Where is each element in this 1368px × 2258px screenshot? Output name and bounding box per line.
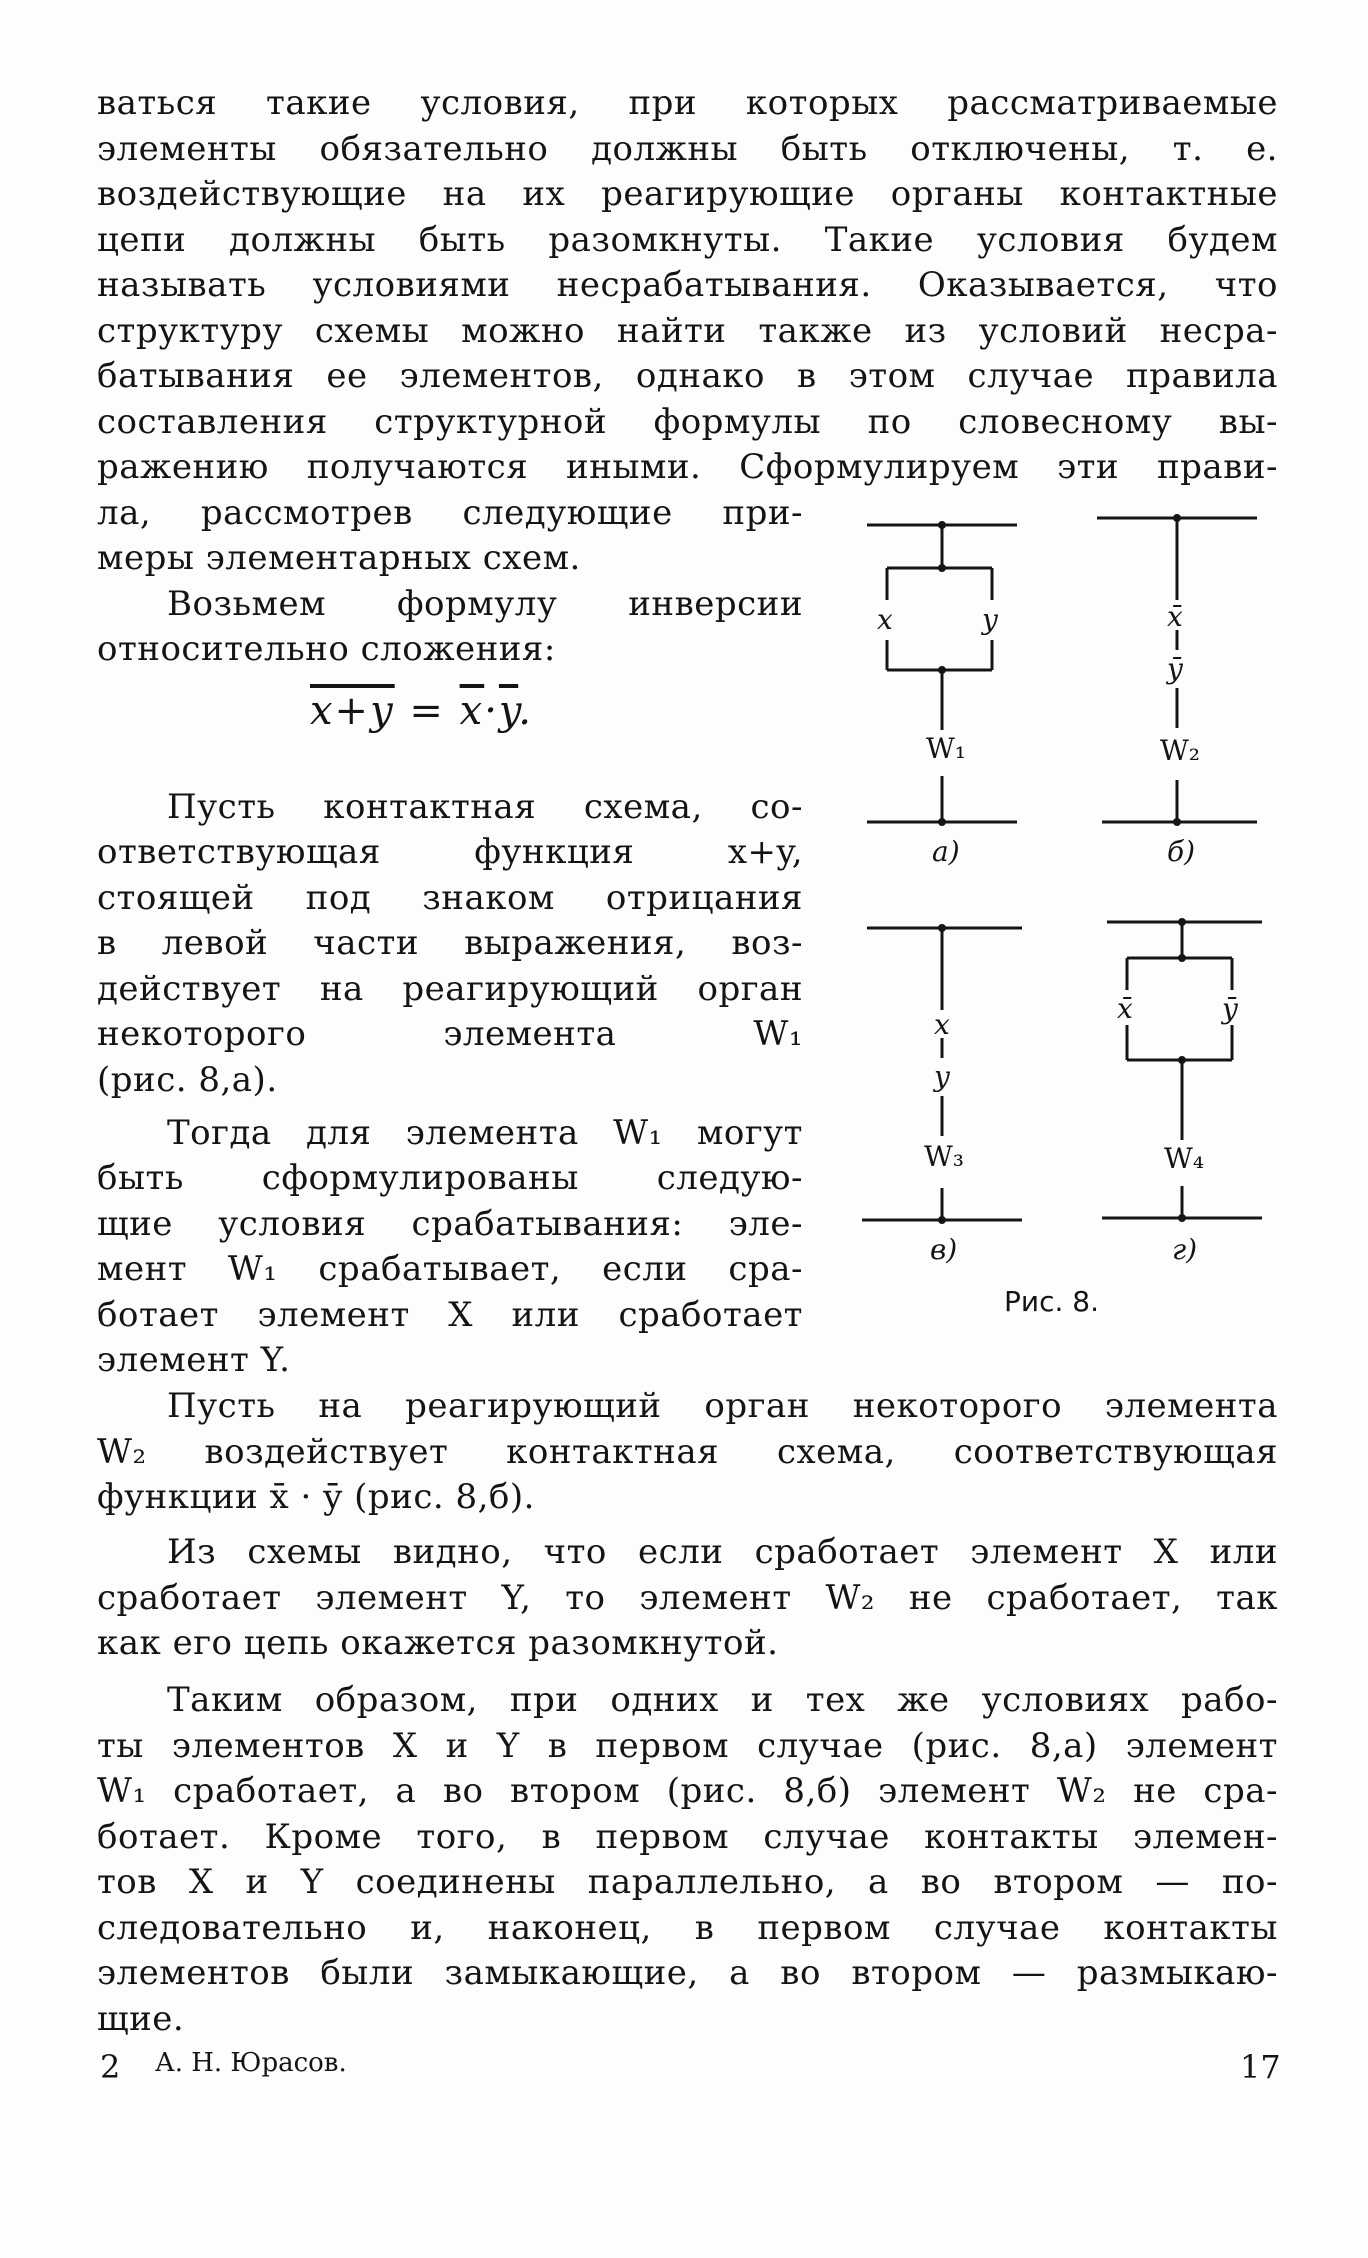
- contact-xbar-label: x̄: [1117, 992, 1133, 1025]
- text-line: ботает элемент X или сработает: [97, 1295, 803, 1335]
- element-w3-label: W₃: [924, 1140, 965, 1173]
- text-line: воздействующие на их реагирующие органы контактные: [97, 174, 1278, 214]
- text-line: W₂ воздействует контактная схема, соответствующая: [97, 1432, 1278, 1472]
- contact-ybar-label: ȳ: [1167, 652, 1183, 685]
- element-w1-label: W₁: [926, 732, 967, 765]
- contact-x-label: x: [934, 1008, 950, 1041]
- text-line: относительно сложения:: [97, 629, 556, 669]
- text-line: составления структурной формулы по словесному вы-: [97, 402, 1278, 442]
- text-line: мент W₁ срабатывает, если сра-: [97, 1249, 803, 1289]
- figure-a-label: а): [932, 835, 960, 868]
- formula-lhs: x+y: [310, 688, 395, 734]
- contact-y-label: y: [934, 1060, 950, 1093]
- figure-d-label: г): [1172, 1233, 1198, 1266]
- text-line: называть условиями несрабатывания. Оказывается, что: [97, 265, 1278, 305]
- text-line: элемент Y.: [97, 1340, 291, 1380]
- text-line: тов X и Y соединены параллельно, а во втором — по-: [97, 1862, 1278, 1902]
- text-line: ты элементов X и Y в первом случае (рис. 8,а) элемент: [97, 1726, 1278, 1766]
- figure-b-label: б): [1167, 835, 1196, 868]
- contact-y-label: y: [982, 603, 998, 636]
- text-line: действует на реагирующий орган: [97, 969, 803, 1009]
- text-line: ла, рассмотрев следующие при-: [97, 493, 803, 533]
- sheet-signature: 2: [100, 2048, 121, 2086]
- text-line: Таким образом, при одних и тех же условиях рабо-: [167, 1680, 1278, 1720]
- text-line: как его цепь окажется разомкнутой.: [97, 1623, 779, 1663]
- text-line: W₁ сработает, а во втором (рис. 8,б) элемент W₂ не сра-: [97, 1771, 1278, 1811]
- figure-8: [842, 500, 1282, 1320]
- text-line: батывания ее элементов, однако в этом случае правила: [97, 356, 1278, 396]
- formula-dot: ·: [484, 688, 499, 734]
- author-signature: А. Н. Юрасов.: [155, 2048, 347, 2078]
- formula-y: $\overline{y}$: [498, 688, 519, 734]
- text-line: ботает. Кроме того, в первом случае контакты элемен-: [97, 1817, 1278, 1857]
- figure-caption: Рис. 8.: [1004, 1285, 1099, 1318]
- circuit-diagrams: [842, 500, 1282, 1320]
- text-line: в левой части выражения, воз-: [97, 923, 803, 963]
- formula-eq: =: [394, 688, 460, 734]
- text-line: Из схемы видно, что если сработает элемент X или: [167, 1532, 1278, 1572]
- text-line: ответствующая функция x+y,: [97, 832, 803, 872]
- text-line: (рис. 8,а).: [97, 1060, 278, 1100]
- text-line: функции x̄ · ȳ (рис. 8,б).: [97, 1477, 535, 1517]
- inversion-formula: [310, 688, 533, 734]
- text-line: меры элементарных схем.: [97, 538, 581, 578]
- text-line: структуру схемы можно найти также из условий несра-: [97, 311, 1278, 351]
- text-line: Пусть контактная схема, со-: [167, 787, 803, 827]
- element-w4-label: W₄: [1164, 1142, 1205, 1175]
- text-line: Тогда для элемента W₁ могут: [167, 1113, 803, 1153]
- text-line: следовательно и, наконец, в первом случае контакты: [97, 1908, 1278, 1948]
- text-line: щие.: [97, 1999, 185, 2039]
- text-line: элементов были замыкающие, а во втором — размыкаю-: [97, 1953, 1278, 1993]
- contact-xbar-label: x̄: [1167, 600, 1183, 633]
- contact-ybar-label: ȳ: [1222, 992, 1238, 1025]
- text-line: сработает элемент Y, то элемент W₂ не сработает, так: [97, 1578, 1278, 1618]
- figure-c-label: в): [930, 1233, 958, 1266]
- text-line: Возьмем формулу инверсии: [167, 584, 803, 624]
- text-line: щие условия срабатывания: эле-: [97, 1204, 803, 1244]
- text-line: ражению получаются иными. Сформулируем эти прави-: [97, 447, 1278, 487]
- text-line: Пусть на реагирующий орган некоторого элемента: [167, 1386, 1278, 1426]
- page-number: 17: [1240, 2048, 1281, 2086]
- contact-x-label: x: [877, 603, 893, 636]
- text-line: цепи должны быть разомкнуты. Такие условия будем: [97, 220, 1278, 260]
- text-line: быть сформулированы следую-: [97, 1158, 803, 1198]
- text-line: элементы обязательно должны быть отключены, т. е.: [97, 129, 1278, 169]
- element-w2-label: W₂: [1160, 734, 1201, 767]
- text-line: ваться такие условия, при которых рассматриваемые: [97, 83, 1278, 123]
- formula-x: $\overline{x}$: [459, 688, 485, 734]
- text-line: некоторого элемента W₁: [97, 1014, 803, 1054]
- text-line: стоящей под знаком отрицания: [97, 878, 803, 918]
- formula-end: .: [518, 688, 533, 734]
